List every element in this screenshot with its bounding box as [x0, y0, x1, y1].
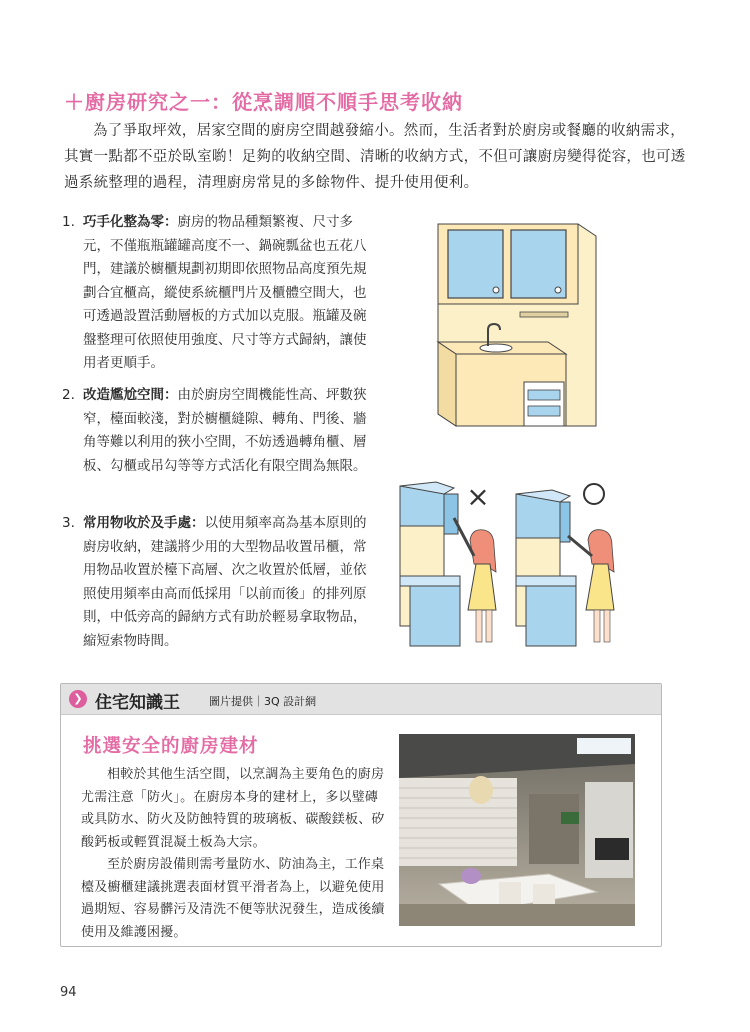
panel-header: [61, 684, 661, 715]
page-number: 94: [60, 985, 77, 1000]
arrow-right-icon: ❯: [69, 690, 87, 708]
panel-subtitle: 挑選安全的廚房建材: [83, 736, 259, 757]
panel-paragraph: 至於廚房設備則需考量防水、防油為主，工作桌檯及櫥櫃建議挑選表面材質平滑者為上，以避免使用過期短、容易髒污及清洗不便等狀況發生，造成後續使用及維護困擾。: [81, 857, 385, 940]
item-number: 3.: [62, 515, 75, 531]
list-item: [62, 384, 374, 478]
kitchen-photo: [399, 734, 635, 926]
wrong-mark: ×: [466, 480, 490, 513]
item-text: 廚房的物品種類繁複、尺寸多元，不僅瓶瓶罐罐高度不一、鍋碗瓢盆也五花八門，建議於櫥櫃規劃初期即依照物品高度預先規劃合宜櫃高，縱使系統櫃門片及櫃體空間大，也可透過設置活動層板的方式加以克服。瓶罐及碗盤整理可依照使用強度、尺寸等方式歸納，讓使用者更順手。: [83, 214, 367, 371]
photo-credit: 圖片提供｜3Q 設計網: [209, 695, 317, 708]
item-heading: 巧手化整為零：: [83, 214, 178, 230]
list-item: [62, 512, 374, 653]
knowledge-panel: [60, 683, 662, 947]
intro-paragraph: 為了爭取坪效，居家空間的廚房空間越發縮小。然而，生活者對於廚房或餐廳的收納需求，其實一點都不亞於臥室喲！足夠的收納空間、清晰的收納方式，不但可讓廚房變得從容，也可透過系統整理的過程，清理廚房常見的多餘物件、提升使用便利。: [64, 123, 686, 191]
right-mark: [584, 484, 604, 504]
item-number: 1.: [62, 214, 75, 230]
panel-title: 住宅知識王: [95, 693, 180, 713]
panel-body: [81, 764, 389, 944]
panel-paragraph: 相較於其他生活空間，以烹調為主要角色的廚房尤需注意「防火」。在廚房本身的建材上，多以璧磚或具防水、防火及防蝕特質的玻璃板、碳酸鎂板、矽酸鈣板或輕質混凝土板為大宗。: [81, 767, 385, 850]
item-heading: 改造尷尬空間：: [83, 387, 178, 403]
item-heading: 常用物收於及手處：: [83, 515, 205, 531]
item-text: 以使用頻率高為基本原則的廚房收納，建議將少用的大型物品收置吊櫃，常用物品收置於檯下高層、次之收置於低層，並依照使用頻率由高而低採用「以前而後」的排列原則，中低旁高的歸納方式有助於輕易拿取物品，縮短索物時間。: [83, 515, 367, 649]
item-number: 2.: [62, 387, 75, 403]
section-title: ＋廚房研究之一：從烹調順不順手思考收納: [64, 90, 463, 114]
item-text: 由於廚房空間機能性高、坪數狹窄，檯面較淺，對於櫥櫃縫隙、轉角、門後、牆角等難以利用的狹小空間，不妨透過轉角櫃、層板、勾櫃或吊勾等等方式活化有限空間為無限。: [83, 387, 367, 474]
kitchen-cabinet-illustration: [428, 214, 598, 434]
storage-height-illustration: [396, 480, 622, 660]
list-item: [62, 211, 374, 376]
